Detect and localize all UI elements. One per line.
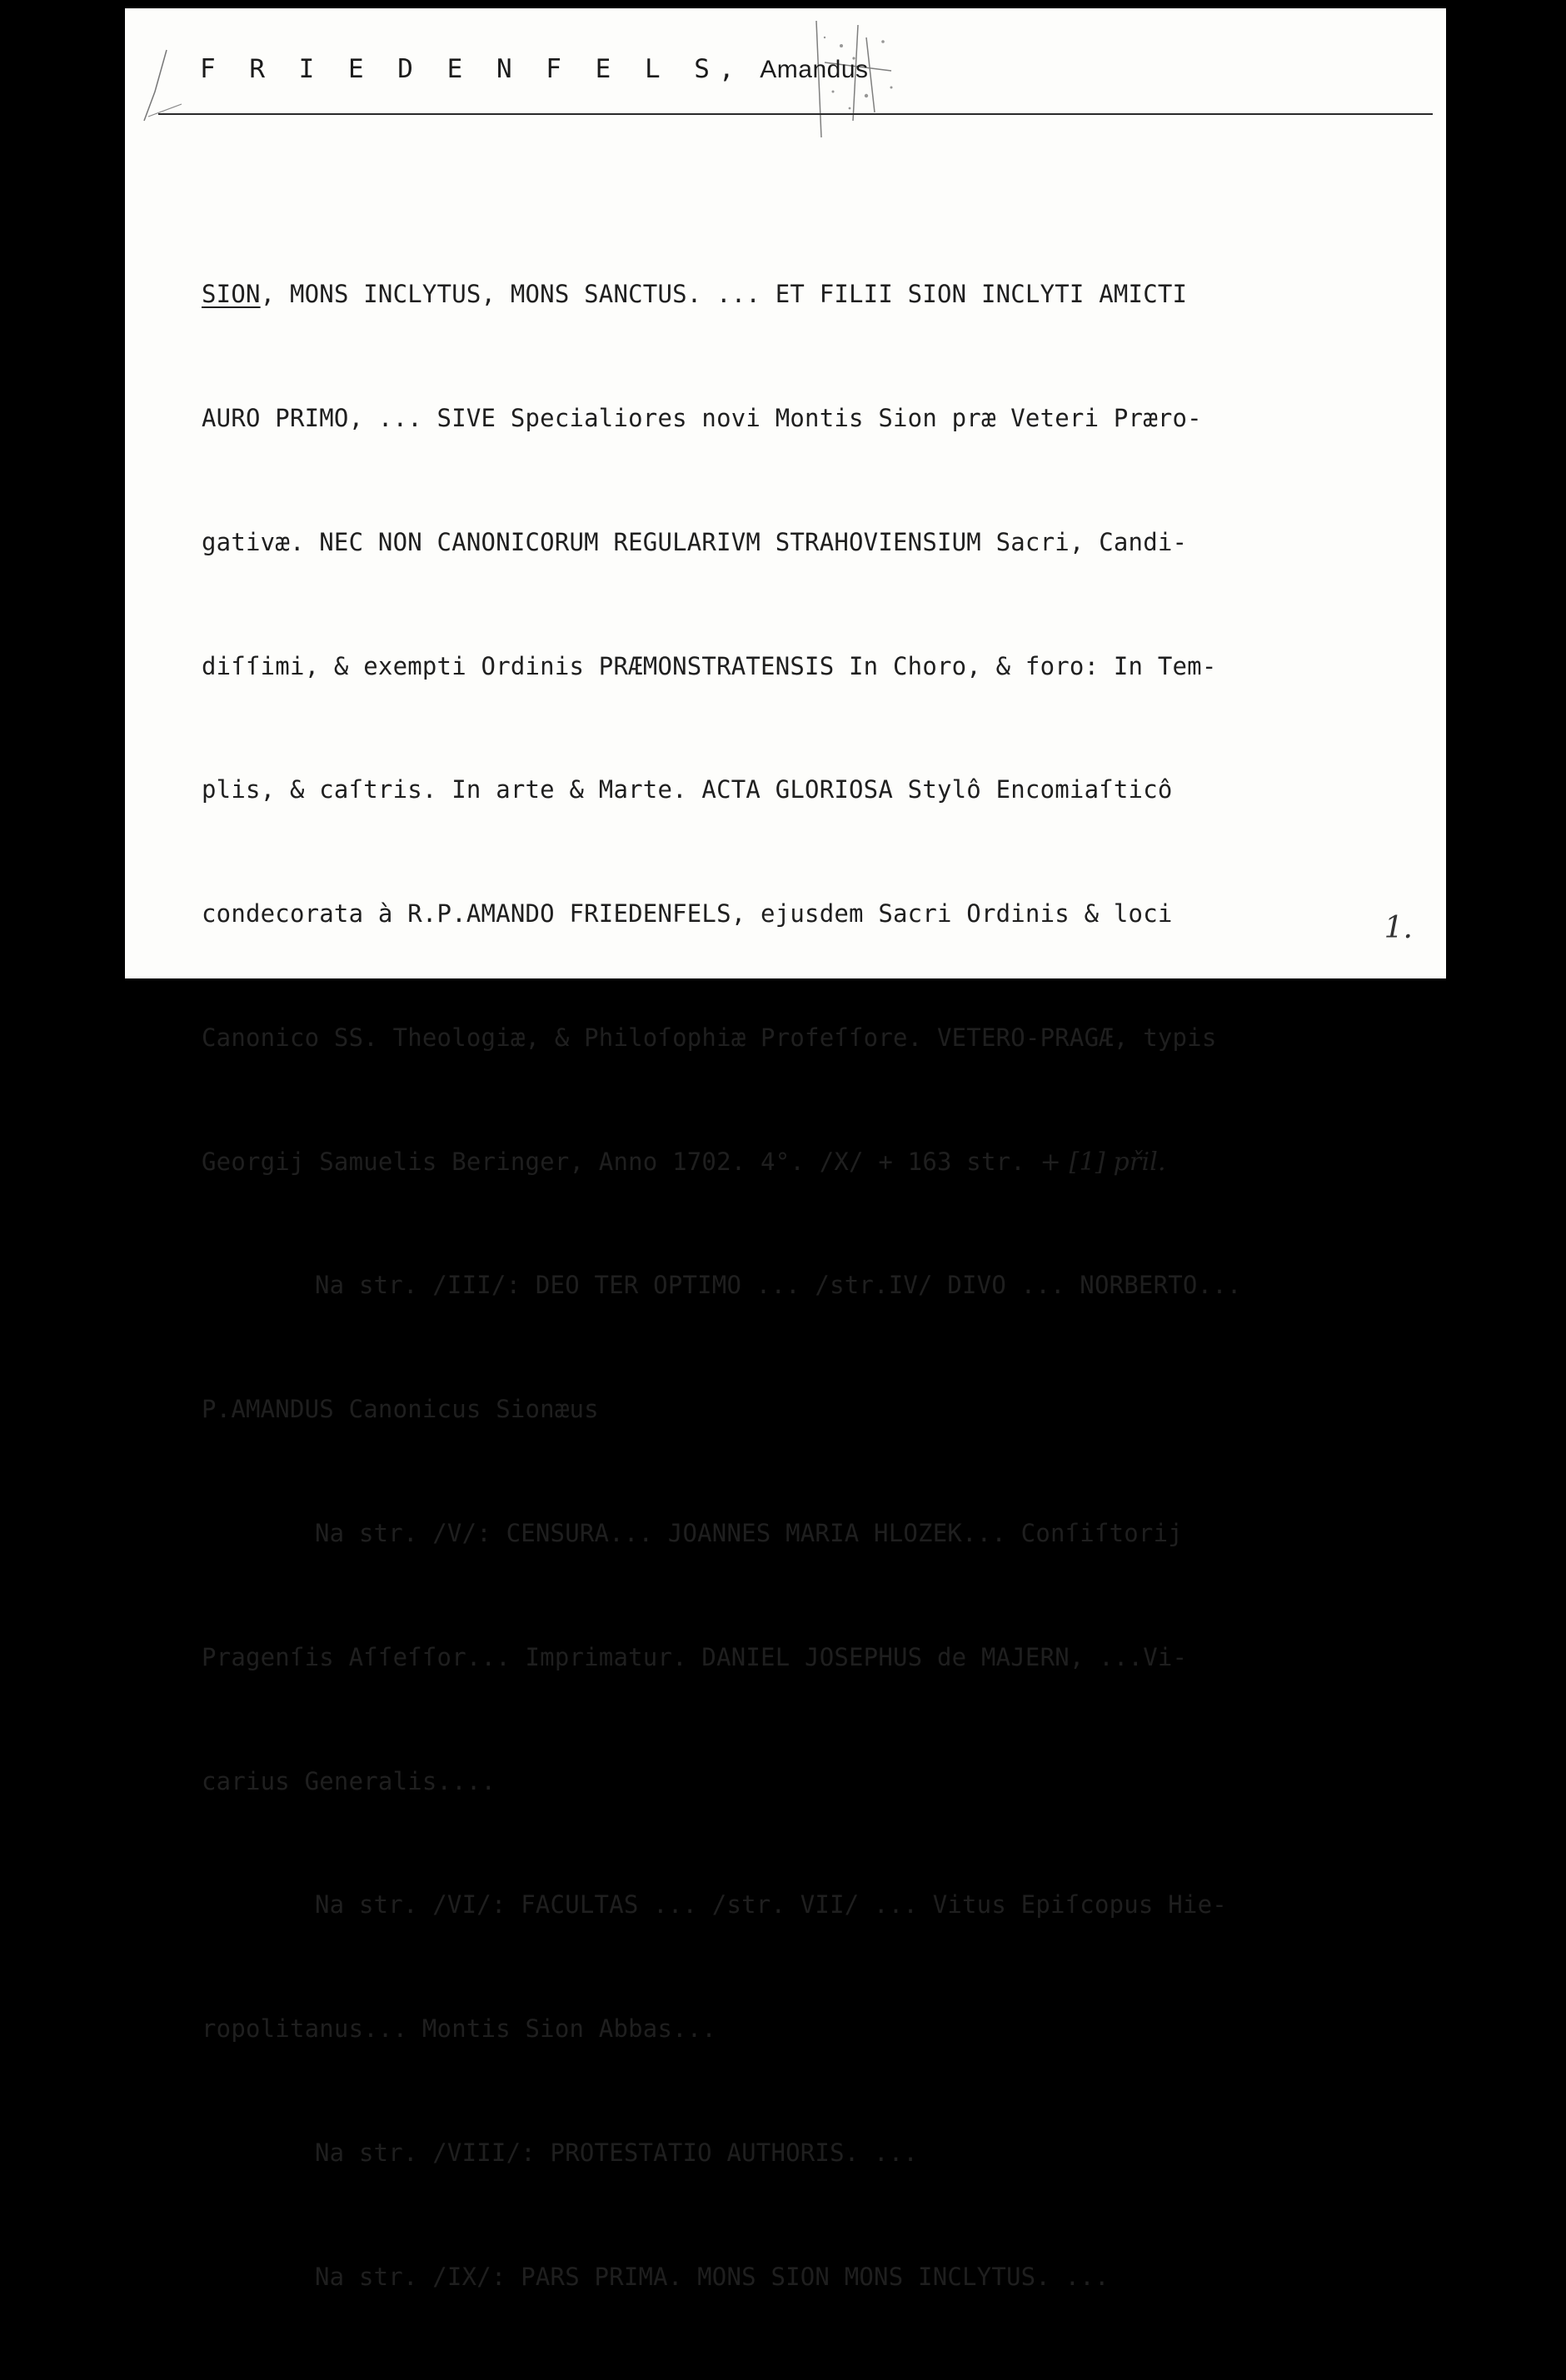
bibliographic-description — [202, 192, 1426, 2380]
text-line: SION, MONS INCLYTUS, MONS SANCTUS. ... ET FILII SION INCLYTI AMICTI — [202, 280, 1188, 309]
text-line: Na str. /VI/: FACULTAS ... /str. VII/ ... Vitus Epiſcopus Hie- — [315, 1890, 1227, 1919]
card-number: 1. — [1384, 911, 1413, 945]
text-line: Na str. /VIII/: PROTESTATIO AUTHORIS. ... — [315, 2138, 919, 2167]
text-line: Canonico SS. Theologiæ, & Philoſophiæ Profeſſore. VETERO-PRAGÆ, typis — [202, 1023, 1217, 1052]
text-line: Na str. /III/: DEO TER OPTIMO ... /str.IV/ DIVO ... NORBERTO... — [315, 1271, 1242, 1300]
text-line: Na str. /IX/: PARS PRIMA. MONS SION MONS INCLYTUS. ... — [315, 2262, 1110, 2291]
author-given-name: Amandus — [760, 56, 869, 83]
text-line: P.AMANDUS Canonicus Sionæus — [202, 1395, 599, 1424]
handwritten-annotation: + [1] přil. — [1040, 1147, 1166, 1177]
pencil-check-mark — [140, 42, 190, 125]
catalog-card — [125, 8, 1446, 2291]
text-line: Georgij Samuelis Beringer, Anno 1702. 4°. /X/ + 163 str. + [1] přil. — [202, 1147, 1166, 1177]
text-line: Pragenſis Aſſeſſor... Imprimatur. DANIEL JOSEPHUS de MAJERN, ...Vi- — [202, 1642, 1188, 1671]
title-keyword: SION — [202, 280, 261, 309]
text-line: ropolitanus... Montis Sion Abbas... — [202, 2014, 717, 2044]
text-line: carius Generalis.... — [202, 1766, 496, 1795]
heading-rule — [158, 113, 1433, 115]
text-line: plis, & caſtris. In arte & Marte. ACTA GLORIOSA Stylô Encomiaſticô — [202, 775, 1173, 804]
text-line: gativæ. NEC NON CANONICORUM REGULARIVM STRAHOVIENSIUM Sacri, Candi- — [202, 527, 1188, 556]
text-line: AURO PRIMO, ... SIVE Specialiores novi Montis Sion præ Veteri Præro- — [202, 403, 1202, 432]
text-line: Na str. /V/: CENSURA... JOANNES MARIA HLOZEK... Conſiſtorij — [315, 1519, 1183, 1547]
text-line: condecorata à R.P.AMANDO FRIEDENFELS, ejusdem Sacri Ordinis & loci — [202, 899, 1173, 929]
author-surname: F R I E D E N F E L S, — [200, 54, 744, 84]
text-line: diſſimi, & exempti Ordinis PRÆMONSTRATENSIS In Choro, & foro: In Tem- — [202, 651, 1217, 680]
card-heading — [200, 54, 869, 84]
